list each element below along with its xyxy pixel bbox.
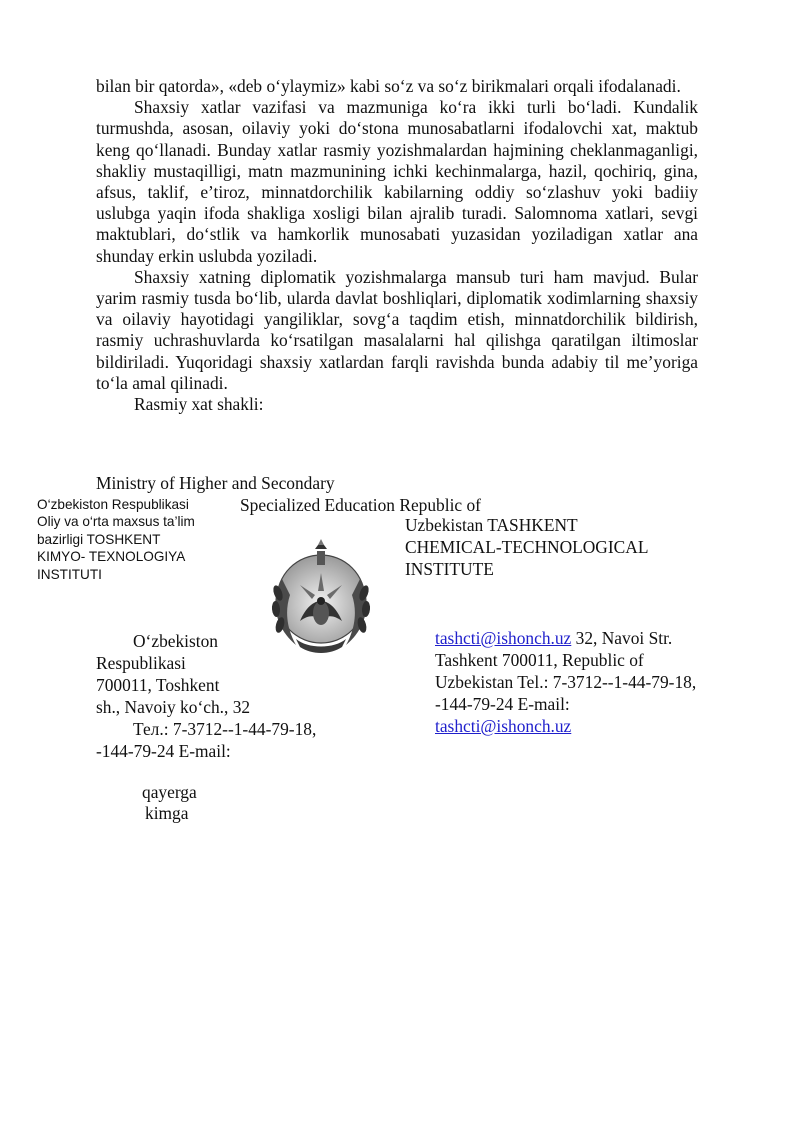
address-text: 32, Navoi Str. Tashkent 700011, Republic of Uzbekistan Tel.: 7-3712--1-44-79-18, -144-79-24 E-mail: <box>435 628 697 714</box>
address-line: sh., Navoiy ko‘ch., 32 <box>96 697 251 717</box>
address-line: O‘zbekiston <box>133 631 219 651</box>
recipient-where: qayerga <box>142 782 197 802</box>
address-line: 700011, Toshkent <box>96 675 220 695</box>
paragraph: bilan bir qatorda», «deb o‘ylaymiz» kabi so‘z va so‘z birikmalari orqali ifodalanadi. <box>96 76 681 96</box>
email-link[interactable]: tashcti@ishonch.uz <box>435 628 572 648</box>
address-english <box>435 627 699 737</box>
paragraph: Shaxsiy xatning diplomatik yozishmalarga mansub turi ham mavjud. Bular yarim rasmiy tusda bo‘lib, ularda davlat boshliqlari, diplomatik xodimlarning shaxsiy va oilaviy hayotidagi yangiliklar, sovg‘a taqdim etish, minnatdorchilik bildirish, rasmiy uchrashuvlarda ko‘rsatilgan masalalarni hal qilishga qaratilgan iltimoslar bildiriladi. Yuqoridagi shaxsiy xatlardan farqli ravishda bunda adabiy til me’yoriga to‘la amal qilinadi. <box>96 266 698 393</box>
email-link[interactable]: tashcti@ishonch.uz <box>435 716 572 736</box>
letterhead-english-line: CHEMICAL-TECHNOLOGICAL <box>405 537 649 557</box>
letterhead-uzbek-line: KIMYO- TEXNOLOGIYA <box>37 549 186 565</box>
paragraph: Rasmiy xat shakli: <box>134 394 264 415</box>
letterhead-english-line: Uzbekistan TASHKENT <box>405 515 578 535</box>
address-line: -144-79-24 E-mail: <box>96 741 231 761</box>
paragraph: Shaxsiy xatlar vazifasi va mazmuniga ko‘ra ikki turli bo‘ladi. Kundalik turmushda, asosan, oilaviy yoki do‘stona munosabatlarni ifodalovchi xat, maktub keng qo‘llanadi. Bunday xatlar rasmiy yozishmalardan hajmining cheklanmaganligi, shakliy mustaqilligi, matn mazmunining ichki kechinmalarga, hazil, qochiriq, gina, afsus, taklif, e’tiroz, minnatdorchilik kabilarning oddiy so‘zlashuv yoki badiiy uslubga yaqin ifoda shakliga xosligi bilan ajralib turadi. Salomnoma xatlari, sevgi maktublari, do‘stlik va hamkorlik munosabati yuzasidan yoziladigan xatlar ana shunday erkin uslubda yoziladi. <box>96 97 698 266</box>
address-line: Respublikasi <box>96 653 186 673</box>
address-line: Тел.: 7-3712--1-44-79-18, <box>133 719 317 739</box>
letterhead-english-right <box>405 514 648 580</box>
letterhead-uzbek-line: bazirligi TOSHKENT <box>37 531 161 547</box>
letterhead-english-line1: Ministry of Higher and Secondary <box>96 473 335 493</box>
letterhead-english-line: INSTITUTE <box>405 559 494 579</box>
body-text <box>96 76 698 415</box>
recipient-whom: kimga <box>145 803 189 823</box>
letterhead-uzbek-line: INSTITUTI <box>37 566 102 582</box>
letterhead-uzbek <box>37 496 195 583</box>
letterhead-uzbek-line: Oliy va o‘rta maxsus ta’lim <box>37 514 195 530</box>
address-uzbek <box>96 630 316 762</box>
letterhead-english-line2: Specialized Education Republic of <box>240 495 481 515</box>
letterhead-uzbek-line: O‘zbekiston Respublikasi <box>37 497 189 512</box>
